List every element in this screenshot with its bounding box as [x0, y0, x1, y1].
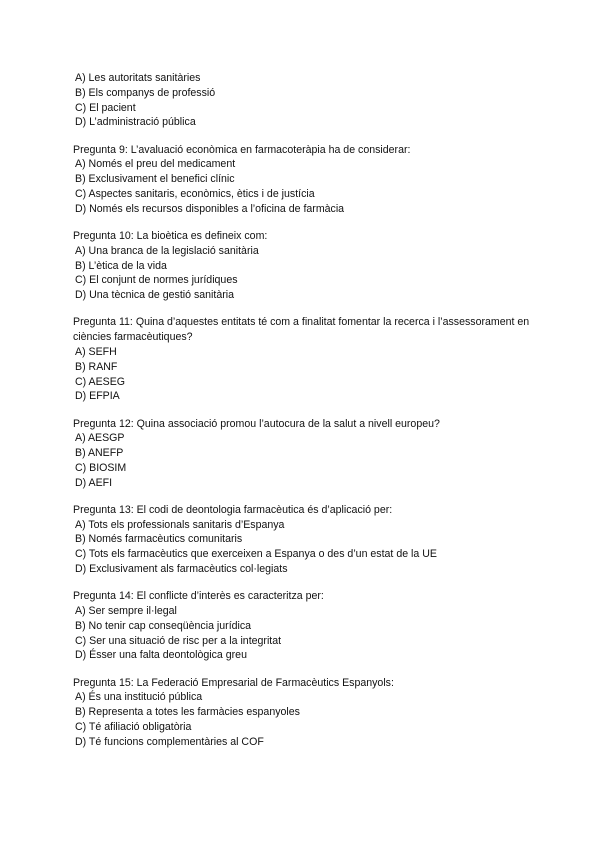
option-9-a: A) Només el preu del medicament: [75, 158, 236, 171]
option-8-b: B) Els companys de professió: [75, 86, 216, 99]
option-12-d: D) AEFI: [75, 476, 113, 489]
question-block-10: [73, 229, 543, 303]
question-block-13: [73, 503, 543, 577]
option-9-d: D) Només els recursos disponibles a l’oficina de farmàcia: [75, 202, 345, 215]
question-13-prompt: Pregunta 13: El codi de deontologia farmacèutica és d’aplicació per:: [73, 503, 393, 516]
question-block-9: [73, 143, 543, 217]
question-10-prompt: Pregunta 10: La bioètica es defineix com:: [73, 229, 268, 242]
option-15-c: C) Té afiliació obligatòria: [75, 721, 192, 734]
option-13-c: C) Tots els farmacèutics que exerceixen a Espanya o des d’un estat de la UE: [75, 548, 437, 561]
option-9-c: C) Aspectes sanitaris, econòmics, ètics i de justícia: [75, 187, 315, 200]
option-12-c: C) BIOSIM: [75, 461, 127, 474]
question-12-prompt: Pregunta 12: Quina associació promou l’autocura de la salut a nivell europeu?: [73, 417, 440, 430]
question-block-15: [73, 676, 543, 750]
option-14-c: C) Ser una situació de risc per a la integritat: [75, 634, 282, 647]
question-9-prompt: Pregunta 9: L’avaluació econòmica en farmacoteràpia ha de considerar:: [73, 143, 411, 156]
question-block-12: [73, 417, 543, 491]
option-11-d: D) EFPIA: [75, 390, 120, 403]
option-9-b: B) Exclusivament el benefici clínic: [75, 173, 235, 186]
option-13-d: D) Exclusivament als farmacèutics col·legiats: [75, 563, 288, 576]
question-14-prompt: Pregunta 14: El conflicte d’interès es caracteritza per:: [73, 590, 324, 603]
option-15-d: D) Té funcions complementàries al COF: [75, 735, 264, 748]
option-12-a: A) AESGP: [75, 432, 125, 445]
option-13-a: A) Tots els professionals sanitaris d’Espanya: [75, 518, 285, 531]
question-15-prompt: Pregunta 15: La Federació Empresarial de Farmacèutics Espanyols:: [73, 676, 394, 689]
option-12-b: B) ANEFP: [75, 447, 124, 460]
option-14-b: B) No tenir cap conseqüència jurídica: [75, 619, 252, 632]
option-14-d: D) Ésser una falta deontològica greu: [75, 649, 247, 662]
question-block-14: [73, 589, 543, 663]
option-14-a: A) Ser sempre il·legal: [75, 605, 177, 618]
option-15-a: A) És una institució pública: [75, 691, 203, 704]
option-10-d: D) Una tècnica de gestió sanitària: [75, 289, 234, 302]
option-8-c: C) El pacient: [75, 101, 136, 114]
option-8-a: A) Les autoritats sanitàries: [75, 72, 201, 84]
question-11-prompt: Pregunta 11: Quina d’aquestes entitats té com a finalitat fomentar la recerca i l’assessorament en ciències farmacèutiques?: [73, 316, 530, 344]
option-10-a: A) Una branca de la legislació sanitària: [75, 244, 259, 257]
option-10-b: B) L’ètica de la vida: [75, 259, 167, 272]
option-15-b: B) Representa a totes les farmàcies espanyoles: [75, 706, 300, 719]
document-page: [73, 71, 543, 762]
option-8-d: D) L’administració pública: [75, 116, 196, 129]
question-block-11: [73, 315, 543, 404]
option-11-b: B) RANF: [75, 360, 118, 373]
option-11-c: C) AESEG: [75, 375, 126, 388]
option-13-b: B) Només farmacèutics comunitaris: [75, 533, 243, 546]
question-block-8: [73, 71, 543, 130]
option-11-a: A) SEFH: [75, 345, 117, 358]
option-10-c: C) El conjunt de normes jurídiques: [75, 274, 238, 287]
